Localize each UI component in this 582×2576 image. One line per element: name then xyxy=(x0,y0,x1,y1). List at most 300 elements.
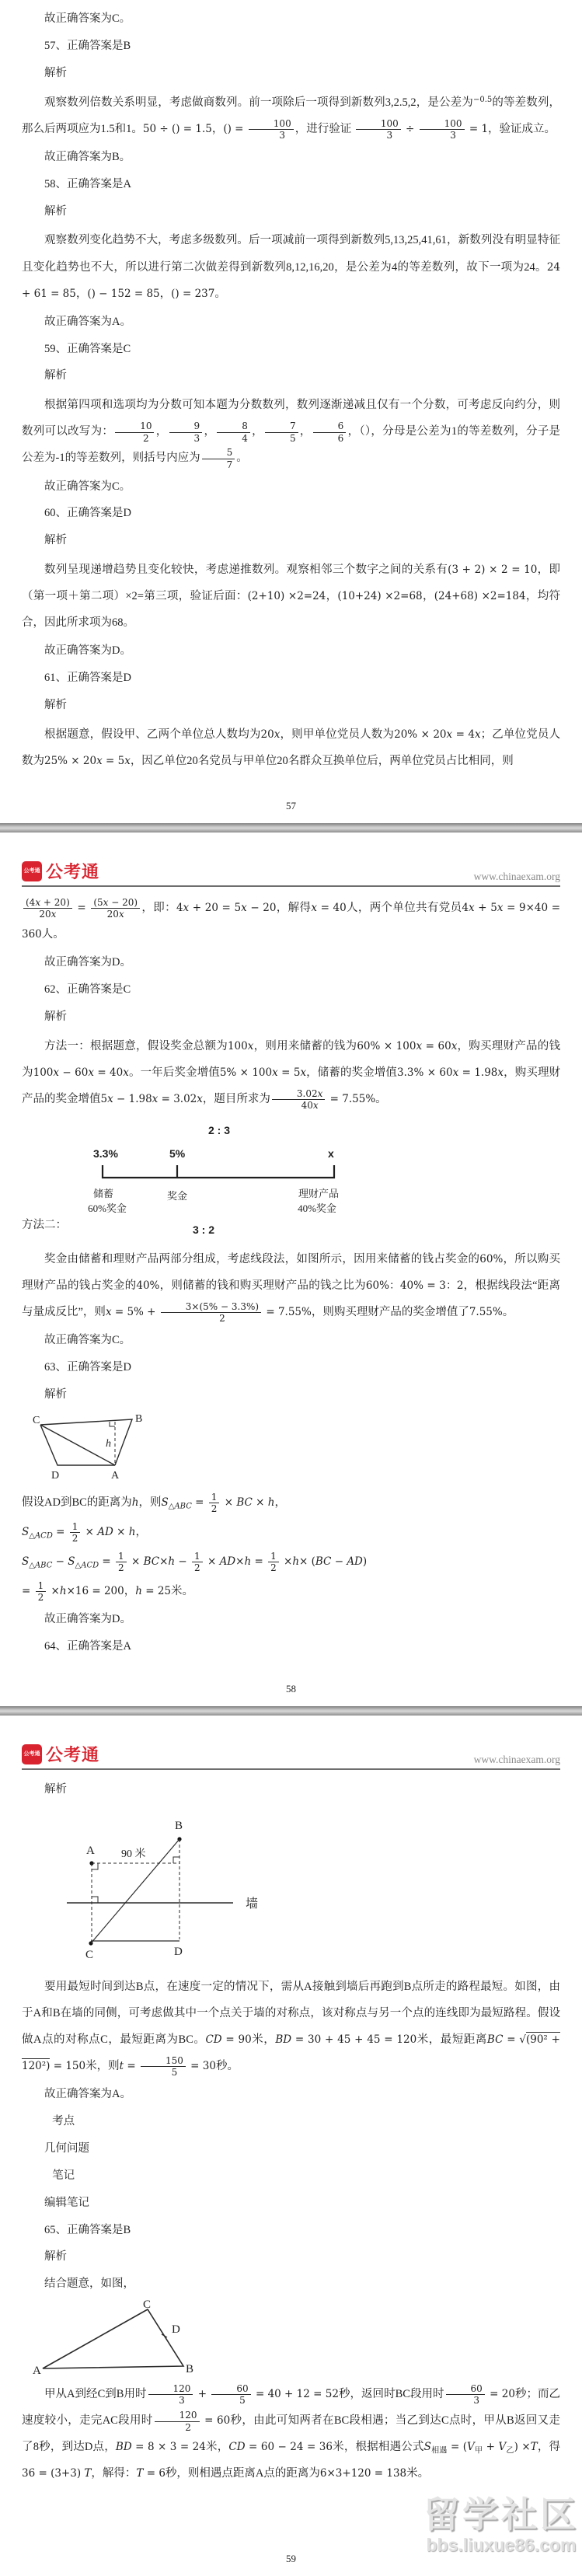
vertex-b-label: B xyxy=(186,2363,194,2376)
site-logo xyxy=(22,859,99,883)
question-answer-heading: 63、正确答案是D xyxy=(44,1361,131,1374)
text-run: 秒，返回时BC段用时 xyxy=(338,2388,444,2401)
fraction xyxy=(148,2383,193,2407)
fraction xyxy=(116,1551,127,1574)
analysis-label: 解析 xyxy=(44,1783,67,1796)
fraction xyxy=(192,1551,203,1574)
point-a-label: A xyxy=(86,1844,95,1857)
fraction xyxy=(356,118,401,141)
ratio-top-label: 2 : 3 xyxy=(208,1123,231,1136)
point-c-label: C xyxy=(85,1948,94,1961)
text-run: 米，根据相遇公式 xyxy=(332,2441,424,2454)
fraction-numerator: 60 xyxy=(446,2383,485,2395)
math-run: + V xyxy=(483,2441,507,2454)
text-run: ， xyxy=(422,590,434,603)
segment-bracket xyxy=(103,1165,334,1178)
math-run: − S xyxy=(52,1555,75,1568)
fraction xyxy=(91,897,140,920)
math-run: (3 + 2) × 2 = 10 xyxy=(448,564,538,577)
math-run: 7.55% xyxy=(469,1306,503,1319)
formula-line xyxy=(22,1548,560,1575)
fraction-denominator: 6 xyxy=(337,432,344,444)
math-run: 40% xyxy=(136,1279,160,1293)
fraction-numerator: 1 xyxy=(209,1492,220,1503)
math-run: S xyxy=(22,1525,30,1538)
math-run: BC = xyxy=(486,2033,520,2047)
fraction-numerator: 3×(5% − 3.3%) xyxy=(161,1301,261,1313)
fraction-denominator: 2 xyxy=(71,1533,78,1545)
text-run: ；乙单位党员人数为 xyxy=(22,728,561,768)
math-run: 5% × 100x = 5x xyxy=(219,1066,307,1079)
fraction-numerator: 150 xyxy=(141,2055,186,2067)
math-run: = xyxy=(22,1585,34,1598)
watermark xyxy=(423,2487,579,2556)
paragraph xyxy=(22,721,560,774)
fraction-denominator: 2 xyxy=(185,2421,191,2433)
text-run: ， xyxy=(135,1525,147,1538)
fraction-numerator: 3.02x xyxy=(272,1088,326,1100)
question-answer-heading: 64、正确答案是A xyxy=(44,1639,131,1653)
text-run: ， xyxy=(159,287,172,300)
math-run: × AD×h = xyxy=(204,1555,267,1568)
math-run: ×h× (BC − AD) xyxy=(280,1555,368,1568)
wall-label: 墙 xyxy=(246,1897,259,1911)
text-run: ， xyxy=(124,1585,136,1598)
vertex-a-label: A xyxy=(111,1469,120,1482)
fraction xyxy=(155,2410,200,2433)
formula-line xyxy=(22,1519,560,1545)
fraction-numerator: 60 xyxy=(211,2383,250,2395)
watermark-url: bbs.liuxue86.com xyxy=(426,2535,577,2555)
fraction xyxy=(268,1551,279,1574)
site-logo xyxy=(22,1742,99,1766)
text-run: 要用最短时间到达B点，在速度一定的情况下，需从A接触到墙后再跑到B点所走的路程最短。如图，由于A和B在墙的同侧，可考虑做其中一个点关于墙的对称点，该对称点与另一个点的连线即为最短路程。假设做A点的对称点C，最短距离为BC。 xyxy=(22,1980,560,2047)
exam-point-label: 考点 xyxy=(52,2115,75,2128)
fraction-numerator: 100 xyxy=(249,118,294,130)
page-58 xyxy=(0,832,582,1706)
site-url: www.chinaexam.org xyxy=(473,1754,560,1765)
fraction-numerator: 120 xyxy=(155,2410,200,2421)
question-answer-heading: 58、正确答案是A xyxy=(44,177,131,190)
fraction-denominator: 2 xyxy=(211,1503,218,1515)
math-run: BD = 30 + 45 + 45 = 120 xyxy=(275,2033,417,2047)
vertex-a-label: A xyxy=(33,2365,41,2378)
math-run: 4x + 5x = 9×40 = 360 xyxy=(22,902,561,941)
fraction-denominator: 20x xyxy=(39,909,57,920)
math-run: 60% × 100x = 60x xyxy=(357,1039,458,1052)
right-share-label: 40%奖金 xyxy=(298,1202,336,1214)
fraction-denominator: 3 xyxy=(193,432,200,444)
text-run: ，购买理财产品的钱为 xyxy=(22,1039,561,1079)
fraction xyxy=(211,2383,250,2407)
math-run: CD = 90 xyxy=(205,2033,252,2047)
answer-line: 故正确答案为C。 xyxy=(44,12,131,25)
vertex-b-label: B xyxy=(135,1412,143,1425)
text-run: 观察数列倍数关系明显，考虑做商数列。前一项除后一项得到新数列3,2.5,2，是公差为 xyxy=(44,96,473,109)
left-percent-label: 3.3% xyxy=(93,1147,118,1160)
text-run: ，则储蓄的钱和购买理财产品的钱之比为 xyxy=(159,1279,366,1293)
text-run: ，则购买理财产品的奖金增值了 xyxy=(311,1306,469,1319)
vertex-c-label: C xyxy=(143,2300,152,2312)
answer-line: 故正确答案为B。 xyxy=(44,150,131,163)
answer-line: 故正确答案为D。 xyxy=(44,956,131,969)
triangle-outline xyxy=(43,2309,183,2368)
page-number: 58 xyxy=(286,1683,296,1695)
text-run: 米， xyxy=(251,2033,276,2047)
math-run: + xyxy=(194,2388,211,2401)
math-run: x = 5% + xyxy=(105,1306,159,1319)
fraction-numerator: 1 xyxy=(192,1551,203,1562)
math-run: () = 237 xyxy=(171,287,215,300)
fraction-denominator: 3 xyxy=(279,129,286,141)
fraction xyxy=(249,118,294,141)
math-run: ) ×T xyxy=(514,2441,538,2454)
fraction xyxy=(115,421,154,444)
text-run: ， xyxy=(326,590,338,603)
text-run: 根据题意，假设甲、乙两个单位总人数均为 xyxy=(44,728,261,742)
logo-title: 公考通 xyxy=(46,862,100,881)
fraction xyxy=(169,421,203,444)
fraction-numerator: 1 xyxy=(36,1580,47,1592)
answer-line: 故正确答案为A。 xyxy=(44,315,131,328)
fraction-denominator: 2 xyxy=(37,1592,44,1604)
answer-line: 故正确答案为A。 xyxy=(44,2088,131,2101)
paragraph xyxy=(22,1974,560,2079)
fraction-numerator: 10 xyxy=(115,421,154,432)
ratio-bottom-label: 3 : 2 xyxy=(193,1223,215,1236)
text-run: 米。 xyxy=(406,2467,430,2480)
analysis-label: 解析 xyxy=(44,66,67,79)
math-run: = 60 xyxy=(200,2414,231,2428)
analysis-label: 解析 xyxy=(44,1387,67,1401)
analysis-label: 解析 xyxy=(44,1010,67,1023)
math-run: 100x − 60x = 40x xyxy=(33,1066,129,1079)
math-run: = 7.55% xyxy=(263,1306,312,1319)
subscript: △ABC xyxy=(29,1561,53,1570)
logo-badge-icon: 公考通 xyxy=(22,1744,42,1764)
math-run: T = 6 xyxy=(136,2467,166,2480)
math-run: × BC × h xyxy=(221,1496,275,1509)
fraction-denominator: 5 xyxy=(289,432,296,444)
text-run: 。 xyxy=(214,287,226,300)
text-run: ， xyxy=(155,425,168,438)
fraction-denominator: 3 xyxy=(179,2395,185,2407)
fraction-numerator: (4x + 20) xyxy=(23,897,72,909)
answer-line: 故正确答案为C。 xyxy=(44,480,131,493)
text-run: 假设AD到BC的距离为 xyxy=(22,1496,132,1509)
text-run: 观察数列变化趋势不大，考虑多级数列。后一项减前一项得到新数列5,13,25,41,61，新数列没有明显特征且变化趋势也不大，所以进行第二次做差得到新数列8,12,16,20，是公差为4的等差数列，故下一项为24。 xyxy=(22,234,560,274)
trapezoid-outline xyxy=(40,1419,132,1465)
paragraph xyxy=(22,557,560,636)
math-run: = 1 xyxy=(465,122,489,135)
math-run: CD = 60 − 24 = 36 xyxy=(228,2441,333,2454)
math-run: 50 ÷ () = 1.5 xyxy=(142,122,212,135)
page-59 xyxy=(0,1716,582,2576)
text-run: ， xyxy=(274,1496,286,1509)
fraction xyxy=(272,1088,326,1112)
text-run: ，即： xyxy=(141,902,176,914)
math-run: 60% xyxy=(479,1252,504,1265)
math-run: 25% × 20x = 5x xyxy=(44,755,131,768)
fraction-denominator: 3 xyxy=(386,129,393,141)
math-run: () = xyxy=(223,122,247,135)
left-name-label: 储蓄 xyxy=(92,1187,114,1199)
answer-line: 故正确答案为D。 xyxy=(44,644,131,658)
logo-badge-icon: 公考通 xyxy=(22,861,42,881)
text-run: 。 xyxy=(375,1092,387,1105)
fraction xyxy=(313,421,347,444)
fraction-numerator: 6 xyxy=(313,421,347,432)
fraction xyxy=(141,2055,186,2079)
fraction xyxy=(202,447,235,470)
text-run: ，则 xyxy=(138,1496,162,1509)
fraction xyxy=(23,897,72,920)
fraction-denominator: 20x xyxy=(106,909,124,920)
fraction-denominator: 2 xyxy=(270,1562,277,1574)
fraction-denominator: 40x xyxy=(301,1100,319,1112)
fraction xyxy=(217,421,250,444)
fraction-denominator: 2 xyxy=(194,1562,200,1574)
math-run: h xyxy=(131,1496,139,1509)
page-divider xyxy=(0,1706,582,1716)
math-run: 6×3+120 = 138 xyxy=(319,2467,407,2480)
text-run: ，均符合，因此所求项为68。 xyxy=(22,590,561,630)
math-run: S xyxy=(423,2441,431,2454)
math-run: = xyxy=(191,1496,207,1509)
analysis-label: 解析 xyxy=(44,534,67,547)
paragraph xyxy=(22,1246,560,1325)
paragraph xyxy=(22,895,560,948)
text-run: 。 xyxy=(502,1306,514,1319)
subscript: 甲 xyxy=(474,2446,483,2456)
text-run: 秒，则相遇点距离A点的距离为 xyxy=(165,2467,320,2480)
math-run: = 150 xyxy=(50,2060,86,2073)
fraction-denominator: 5 xyxy=(171,2067,178,2079)
math-run: () − 152 = 85 xyxy=(87,287,160,300)
math-run: (2+10) ×2=24 xyxy=(247,590,326,603)
math-run: 24 + 61 = 85 xyxy=(22,260,560,300)
text-run: 奖金由储蓄和理财产品两部分组成，考虑线段法，如图所示，因用来储蓄的钱占奖金的 xyxy=(44,1252,480,1265)
subscript: △ACD xyxy=(29,1531,53,1541)
text-run: ，因乙单位20名党员与甲单位20名群众互换单位后，两单位党员占比相同，则 xyxy=(130,755,514,768)
superscript: −0.5 xyxy=(472,95,493,104)
fraction-denominator: 2 xyxy=(143,432,149,444)
text-run: 秒；而乙速度较小，走完AC段用时 xyxy=(22,2388,561,2428)
text-run: ，题目所求为 xyxy=(202,1092,270,1105)
text-run: 秒。 xyxy=(215,2060,239,2073)
math-run: ÷ xyxy=(402,122,418,135)
page-number: 57 xyxy=(286,800,296,812)
subscript: △ACD xyxy=(75,1561,99,1570)
text-run: ，所以购买理财产品的钱占奖金的 xyxy=(22,1252,560,1293)
watermark-title: 留学社区 xyxy=(423,2494,579,2535)
mid-percent-label: 5% xyxy=(169,1147,186,1160)
right-angle-mark-b xyxy=(173,1857,179,1863)
question-answer-heading: 57、正确答案是B xyxy=(44,39,131,52)
fraction xyxy=(420,118,465,141)
segment-method-diagram xyxy=(22,1117,560,1243)
math-run: × AD × h xyxy=(82,1525,136,1538)
page-number: 59 xyxy=(286,2553,296,2564)
math-run: = (V xyxy=(447,2441,475,2454)
math-run: 100x xyxy=(227,1039,254,1052)
paragraph xyxy=(22,392,560,471)
text-run: 人。 xyxy=(41,928,64,941)
text-run: 米。 xyxy=(171,1585,193,1598)
text-run: ， xyxy=(251,425,263,438)
math-run: BD = 8 × 3 = 24 xyxy=(115,2441,206,2454)
question-answer-heading: 65、正确答案是B xyxy=(44,2223,131,2236)
line-segment-diagram xyxy=(78,1117,404,1243)
text-run: ， xyxy=(204,425,216,438)
fraction-numerator: (5x − 20) xyxy=(91,897,140,909)
paragraph xyxy=(22,1033,560,1112)
distance-label: 90 米 xyxy=(121,1848,146,1860)
text-run: 秒，由此可知两者在BC段相遇；当乙到达C点时，甲从B返回又走了8秒，到达D点， xyxy=(22,2414,560,2454)
math-run: = 30 xyxy=(186,2060,216,2073)
text-run: 方法一：根据题意，假设奖金总额为 xyxy=(44,1039,228,1052)
text-run: 米，最短距离 xyxy=(416,2033,487,2047)
math-run: t = xyxy=(119,2060,139,2073)
text-run: ，储蓄的奖金增值 xyxy=(306,1066,398,1079)
math-run: (10+24) ×2=68 xyxy=(337,590,423,603)
analysis-label: 解析 xyxy=(44,2250,67,2264)
right-name-label: 理财产品 xyxy=(298,1187,340,1199)
right-variable-label: x xyxy=(328,1147,334,1160)
fraction-denominator: 2 xyxy=(219,1313,225,1325)
text-run: ，得 xyxy=(537,2441,561,2454)
subscript: 相遇 xyxy=(430,2446,448,2456)
math-run: 36 = (3+3) T xyxy=(22,2467,92,2480)
math-run: × BC×h − xyxy=(127,1555,191,1568)
fraction-numerator: 1 xyxy=(116,1551,127,1562)
text-run: 甲从A到经C到B用时 xyxy=(44,2388,147,2401)
vertex-c-label: C xyxy=(33,1414,40,1426)
method-2-label: 方法二： xyxy=(22,1218,67,1231)
fraction-numerator: 1 xyxy=(268,1551,279,1562)
fraction-numerator: 100 xyxy=(356,118,401,130)
text-run: 米， xyxy=(205,2441,229,2454)
math-run: = 20 xyxy=(486,2388,515,2401)
question-answer-heading: 59、正确答案是C xyxy=(44,342,131,355)
text-run: 。一年后奖金增值 xyxy=(128,1066,220,1079)
analysis-label: 解析 xyxy=(44,204,67,218)
formula-line xyxy=(22,1489,560,1516)
sqrt-argument: (90² + 120²) xyxy=(22,2033,560,2073)
math-run: S xyxy=(161,1496,169,1509)
wall-reflection-diagram xyxy=(53,1806,294,1970)
text-run: ，根据线段法“距离与量成反比”，则 xyxy=(22,1279,560,1319)
text-run: ，购买理财产品的奖金增值 xyxy=(22,1066,561,1105)
fraction-numerator: 7 xyxy=(265,421,298,432)
text-run: ， xyxy=(211,122,224,135)
text-run: 数列呈现递增趋势且变化较快，考虑递推数列。观察相邻三个数字之间的关系有 xyxy=(44,564,448,577)
text-run: ， xyxy=(299,425,312,438)
fraction xyxy=(161,1301,261,1325)
left-share-label: 60%奖金 xyxy=(88,1202,127,1214)
vertex-d-label: D xyxy=(51,1469,60,1482)
fraction xyxy=(36,1580,47,1604)
note-label: 笔记 xyxy=(52,2169,75,2182)
answer-line: 故正确答案为C。 xyxy=(44,1334,131,1347)
math-run: 5x − 1.98x = 3.02x xyxy=(100,1092,203,1105)
text-run: ，则用来储蓄的钱为 xyxy=(253,1039,357,1052)
point-b-label: B xyxy=(175,1819,183,1832)
text-run: 。 xyxy=(236,452,248,465)
math-run: ×h×16 = 200 xyxy=(47,1585,124,1598)
subscript: △ABC xyxy=(168,1502,192,1511)
sqrt-expression: √(90² + 120²) xyxy=(22,2033,560,2073)
math-run: = xyxy=(99,1555,115,1568)
text-run: 米，则 xyxy=(85,2060,120,2073)
fraction-denominator: 3 xyxy=(450,129,456,141)
math-run: = xyxy=(52,1525,68,1538)
text-run: ，即（第一项＋第二项）×2=第三项，验证后面： xyxy=(22,564,561,603)
math-run: h = 25 xyxy=(135,1585,171,1598)
fraction-denominator: 2 xyxy=(118,1562,124,1574)
fraction-denominator: 3 xyxy=(473,2395,479,2407)
subscript: 乙 xyxy=(506,2446,514,2456)
triangle-diagram xyxy=(31,2300,218,2378)
analysis-label: 解析 xyxy=(44,699,67,712)
formula-line xyxy=(22,1578,560,1604)
point-d-label: D xyxy=(172,2323,180,2337)
text-run: 的等差数列，那么后两项应为1.5和1。 xyxy=(22,96,561,135)
math-run: = xyxy=(73,902,90,914)
math-run: x = 40 xyxy=(311,902,347,914)
fraction-numerator: 100 xyxy=(420,118,465,130)
text-run: ，解得 xyxy=(276,902,312,914)
math-run: 3.3% × 60x = 1.98x xyxy=(397,1066,504,1079)
exam-point-value: 几何问题 xyxy=(44,2141,89,2155)
answer-line: 故正确答案为D。 xyxy=(44,1613,131,1626)
fraction-numerator: 120 xyxy=(148,2383,193,2395)
right-angle-mark xyxy=(110,1422,115,1426)
fraction-numerator: 5 xyxy=(202,447,235,459)
question-answer-heading: 62、正确答案是C xyxy=(44,983,131,997)
text-run: ， xyxy=(75,287,88,300)
text-run: ，验证成立。 xyxy=(488,122,556,135)
mid-name-label: 奖金 xyxy=(166,1189,188,1202)
fraction-denominator: 5 xyxy=(239,2395,246,2407)
question-answer-heading: 61、正确答案是D xyxy=(44,672,131,685)
logo-title: 公考通 xyxy=(46,1745,100,1764)
question-answer-heading: 60、正确答案是D xyxy=(44,507,131,520)
fraction-denominator: 4 xyxy=(242,432,248,444)
math-run: S xyxy=(22,1555,30,1568)
fraction-numerator: 1 xyxy=(70,1521,81,1533)
fraction xyxy=(446,2383,485,2407)
page-header xyxy=(22,859,560,887)
page-divider xyxy=(0,823,582,832)
fraction xyxy=(209,1492,220,1515)
site-url: www.chinaexam.org xyxy=(473,871,560,882)
text-run: ，（），分母是公差为1的等差数列，分子是公差为-1的等差数列，则括号内应为 xyxy=(22,425,561,465)
trapezoid-diagram xyxy=(31,1412,163,1486)
fraction xyxy=(70,1521,81,1545)
math-run: = 7.55% xyxy=(326,1092,376,1105)
fraction-numerator: 8 xyxy=(217,421,250,432)
text-run: ，解得： xyxy=(91,2467,137,2480)
paragraph xyxy=(22,89,560,142)
page-header xyxy=(22,1742,560,1770)
edit-note-label: 编辑笔记 xyxy=(44,2196,89,2209)
paragraph xyxy=(22,2381,560,2487)
text-run: ，则甲单位党员人数为 xyxy=(280,728,395,742)
text-run: 人，两个单位共有党员 xyxy=(346,902,462,914)
math-run: 60%：40% = 3：2 xyxy=(365,1279,464,1293)
analysis-label: 解析 xyxy=(44,369,67,382)
